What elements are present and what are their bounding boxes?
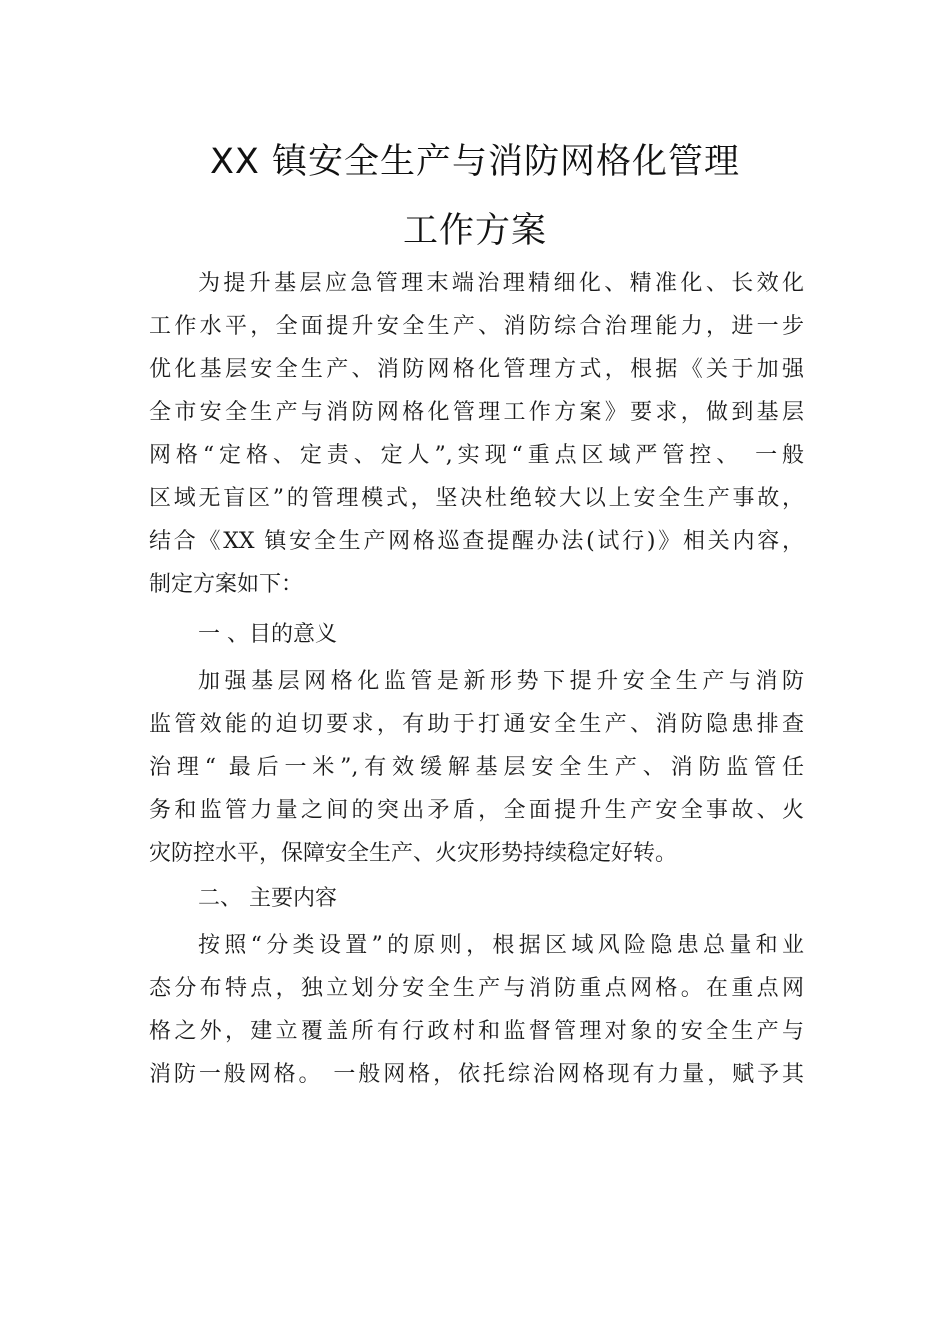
paragraph-line: 灾防控水平，保障安全生产、火灾形势持续稳定好转。: [149, 841, 678, 866]
paragraph-line: 态分布特点，独立划分安全生产与消防重点网格。在重点网: [149, 976, 804, 1001]
section-heading: 一 、目的意义: [198, 622, 337, 647]
paragraph-line: 按照“分类设置”的原则，根据区域风险隐患总量和业: [198, 933, 804, 958]
document-title-line-2: 工作方案: [402, 211, 547, 251]
paragraph-line: 加强基层网格化监管是新形势下提升安全生产与消防: [198, 669, 804, 694]
paragraph-line: 结合《XX 镇安全生产网格巡查提醒办法(试行)》相关内容，: [149, 529, 804, 554]
section-heading: 二、 主要内容: [198, 886, 337, 911]
paragraph-line: 务和监管力量之间的突出矛盾，全面提升生产安全事故、火: [149, 798, 804, 823]
document-title-line-1: XX 镇安全生产与消防网格化管理: [209, 142, 741, 182]
paragraph-line: 监管效能的迫切要求，有助于打通安全生产、消防隐患排查: [149, 712, 804, 737]
paragraph-line: 全市安全生产与消防网格化管理工作方案》要求，做到基层: [149, 400, 804, 425]
paragraph-line: 区域无盲区”的管理模式，坚决杜绝较大以上安全生产事故，: [149, 486, 804, 511]
paragraph-line: 消防一般网格。 一般网格，依托综治网格现有力量，赋予其: [149, 1062, 804, 1087]
paragraph-line: 格之外，建立覆盖所有行政村和监督管理对象的安全生产与: [149, 1019, 804, 1044]
paragraph-line: 优化基层安全生产、消防网格化管理方式，根据《关于加强: [149, 357, 804, 382]
paragraph-line: 工作水平，全面提升安全生产、消防综合治理能力，进一步: [149, 314, 804, 339]
paragraph-line: 网格“定格、定责、定人”,实现“重点区域严管控、 一般: [149, 443, 804, 468]
paragraph-line: 治理“ 最后一米”,有效缓解基层安全生产、消防监管任: [149, 755, 804, 780]
paragraph-line: 制定方案如下：: [149, 572, 304, 597]
paragraph-line: 为提升基层应急管理末端治理精细化、精准化、长效化: [198, 271, 804, 296]
